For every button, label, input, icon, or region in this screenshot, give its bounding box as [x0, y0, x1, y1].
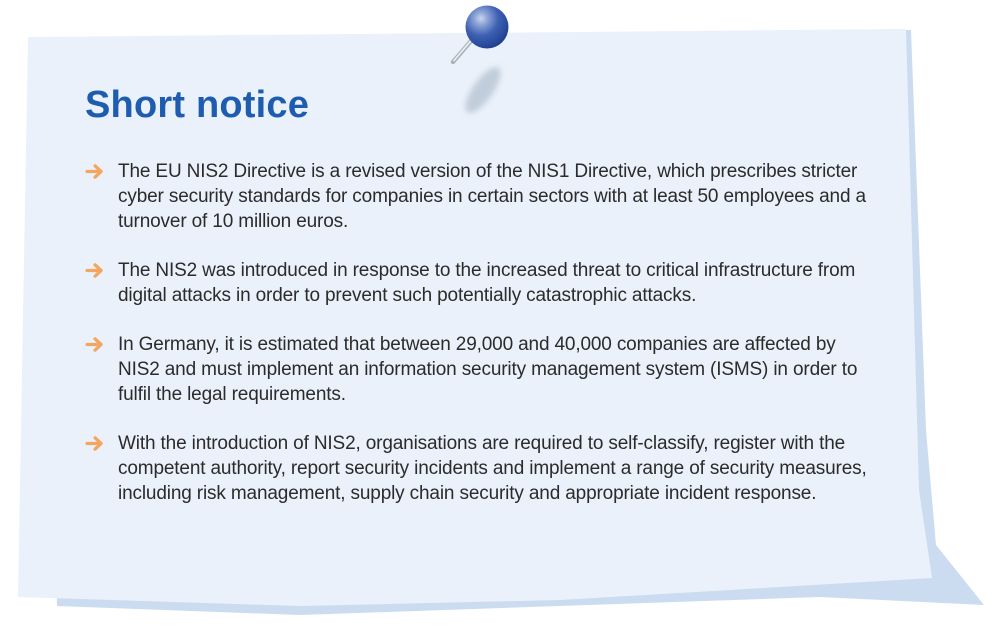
bullet-item	[85, 258, 875, 308]
arrow-right-icon	[85, 262, 108, 279]
note-content	[85, 83, 875, 506]
arrow-right-icon	[85, 163, 108, 180]
arrow-right-icon	[85, 336, 108, 353]
bullet-text: In Germany, it is estimated that between 29,000 and 40,000 companies are affected by NIS2 and must implement an information security management system (ISMS) in order to fulfil the legal requirements.	[118, 334, 858, 405]
bullet-item	[85, 159, 875, 234]
bullet-list	[85, 159, 875, 506]
bullet-text: The EU NIS2 Directive is a revised version of the NIS1 Directive, which prescribes stricter cyber security standards for companies in certain sectors with at least 50 employees and a turnover of 10 million euros.	[118, 161, 866, 232]
bullet-text: With the introduction of NIS2, organisations are required to self-classify, register with the competent authority, report security incidents and implement a range of security measures, including risk management, supply chain security and appropriate incident response.	[118, 433, 867, 504]
bullet-item	[85, 332, 875, 407]
note-title: Short notice	[85, 84, 310, 126]
pushpin-ball	[466, 6, 509, 49]
bullet-item	[85, 431, 875, 506]
bullet-text: The NIS2 was introduced in response to the increased threat to critical infrastructure from digital attacks in order to prevent such potentially catastrophic attacks.	[118, 260, 856, 306]
arrow-right-icon	[85, 435, 108, 452]
